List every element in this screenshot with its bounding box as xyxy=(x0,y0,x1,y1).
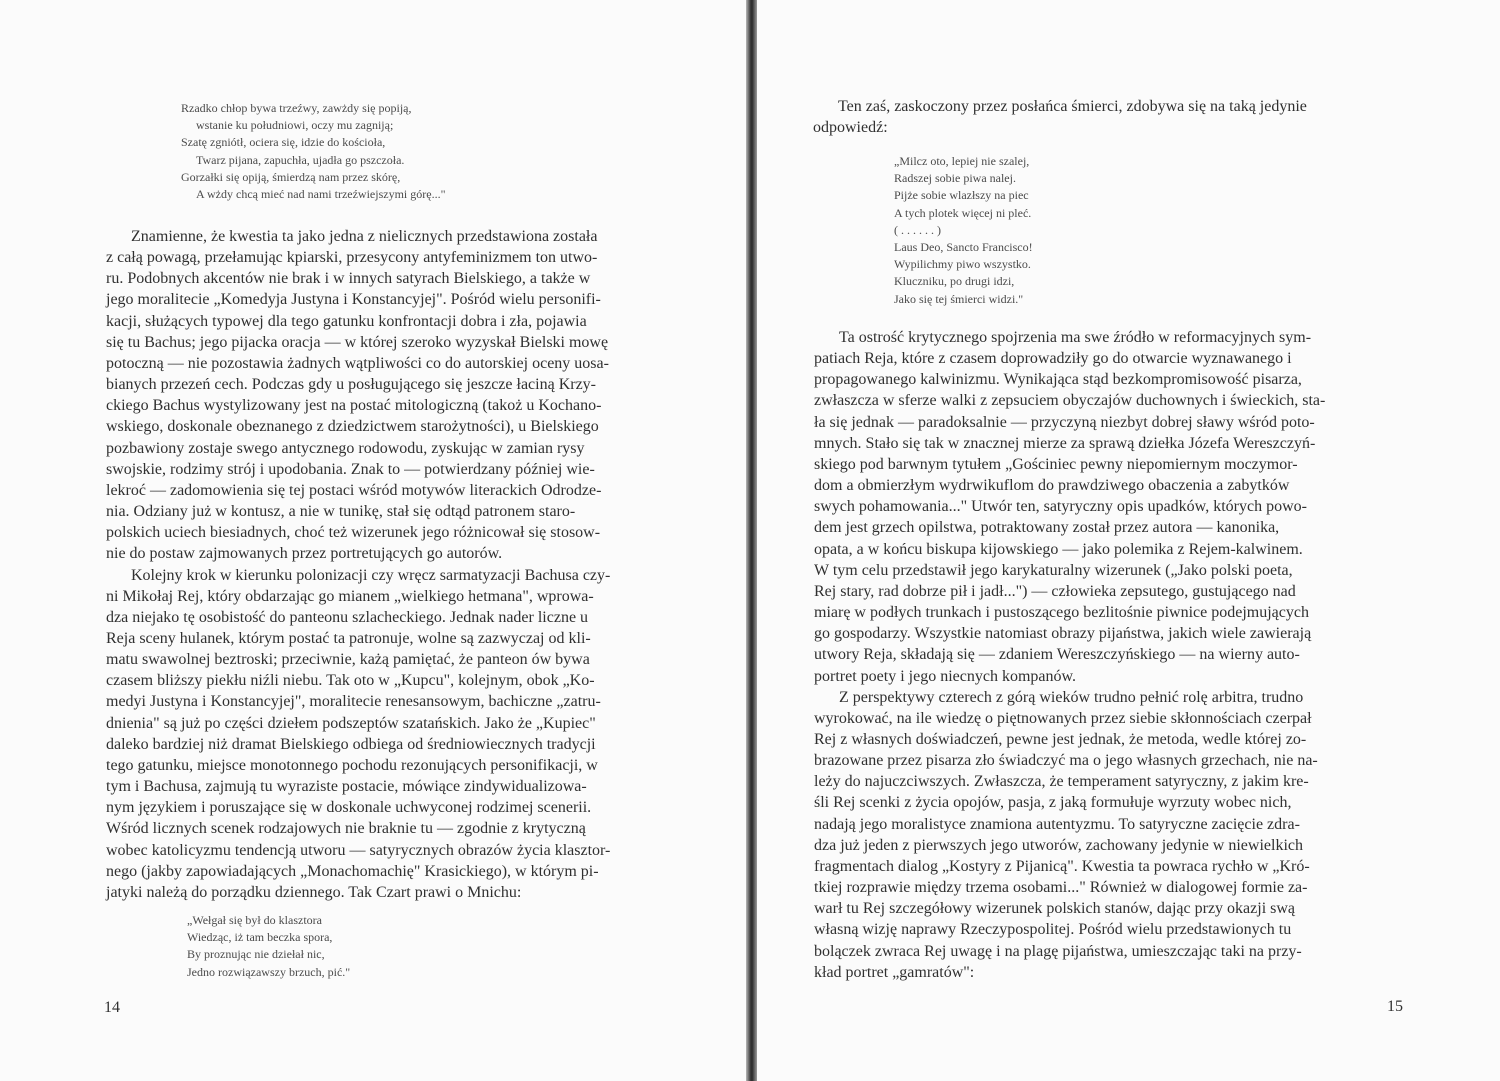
text-line: nie do postaw zajmowanych przez portretujących go autorów. xyxy=(106,545,503,563)
text-line: bianych przezeń cech. Podczas gdy u posługującego się jeszcze łaciną Krzy- xyxy=(106,376,596,394)
text-line: ru. Podobnych akcentów nie brak i w innych satyrach Bielskiego, a także w xyxy=(106,270,591,288)
verse-line: Radszej sobie piwa nalej. xyxy=(894,171,1016,186)
text-line: tkiej rozprawie między trzema osobami..." Również w dialogowej formie za- xyxy=(814,879,1308,897)
text-line: jatyki należą do porządku dziennego. Tak Czart prawi o Mnichu: xyxy=(106,883,522,901)
text-line: Ta ostrość krytycznego spojrzenia ma swe źródło w reformacyjnych sym- xyxy=(839,329,1312,346)
left-page xyxy=(0,0,746,1081)
text-line: ckiego Bachus wystylizowany jest na postać mitologiczną (takoż u Kochano- xyxy=(106,397,602,415)
text-line: pozbawiony zostaje swego antycznego rodowodu, zyskując w zamian rysy xyxy=(106,439,585,457)
text-line: Rej stary, rad dobrze pił i jadł...") — człowieka zepsutego, gustującego nad xyxy=(814,582,1296,600)
text-line: dza niejako tę osobistość do panteonu szlacheckiego. Jednak nader liczne u xyxy=(106,608,589,626)
text-line: miarę w podłych trunkach i pustoszącego bezlitośnie piwnice podejmujących xyxy=(814,604,1309,622)
page-number: 15 xyxy=(1387,998,1403,1015)
text-line: dza już jeden z pierwszych jego utworów, zachowany jedynie w niewielkich xyxy=(814,836,1303,854)
verse-bottom xyxy=(187,912,447,981)
text-line: Rej z własnych doświadczeń, pewne jest jednak, że metoda, wedle której zo- xyxy=(814,730,1307,748)
verse-line: wstanie ku południowi, oczy mu zagniją; xyxy=(196,118,394,133)
text-line: warł tu Rej szczegółowy wizerunek polskich stanów, dając przy okazji swą xyxy=(814,900,1296,918)
text-line: polskich uciech biesiadnych, choć też wizerunek jego różnicował się stosow- xyxy=(106,524,601,542)
text-line: odpowiedź: xyxy=(813,119,888,137)
text-line: wyrokować, na ile wiedzę o piętnowanych przez siebie skłonnościach czerpał xyxy=(814,709,1312,727)
text-line: dom a obmierzłym wydrwikuflom do prawdziwego obaczenia a zabytków xyxy=(814,477,1290,495)
verse-line: Jedno rozwiązawszy brzuch, pić." xyxy=(187,964,351,979)
text-line: mnych. Stało się tak w znacznej mierze za sprawą dziełka Józefa Wereszczyń- xyxy=(814,434,1316,452)
text-line: kacji, służących typowej dla tego gatunku konfrontacji dobra i zła, pojawia xyxy=(106,312,587,330)
text-line: Z perspektywy czterech z górą wieków trudno pełnić rolę arbitra, trudno xyxy=(839,688,1304,706)
text-line: tym i Bachusa, zajmują tu wyraziste postacie, mówiące zindywidualizowa- xyxy=(106,778,587,796)
text-line: bolączek zwraca Rej uwagę i na plagę pijaństwa, umieszczając taki na przy- xyxy=(814,942,1302,960)
page-number: 14 xyxy=(104,999,120,1016)
text-line: matu swawolnej beztroski; przeciwnie, każą pamiętać, że panteon ów bywa xyxy=(106,651,590,669)
text-line: Znamienne, że kwestia ta jako jedna z nielicznych przedstawiona została xyxy=(131,228,598,245)
text-line: dnienia" są już po części dziełem podszeptów szatańskich. Jako że „Kupiec" xyxy=(106,714,596,732)
text-line: jego moralitecie „Komedyja Justyna i Konstancyjej". Pośród wielu personifi- xyxy=(106,291,601,309)
text-line: czasem bliższy piekłu niźli niebu. Tak oto w „Kupcu", kolejnym, obok „Ko- xyxy=(106,672,595,690)
intro-paragraph xyxy=(813,96,1400,138)
verse-line: Twarz pijana, zapuchła, ujadła go pszczoła. xyxy=(196,152,405,167)
text-line: fragmentach dialog „Kostyry z Pijanicą". Kwestia ta powraca rychło w „Kró- xyxy=(814,857,1310,875)
text-line: go gospodarzy. Wszystkie natomiast obrazy pijaństwa, jakich wiele zawierają xyxy=(814,625,1312,643)
verse-line: A wżdy chcą mieć nad nami trzeźwiejszymi górę..." xyxy=(196,187,446,202)
text-line: leży do najuczciwszych. Zwłaszcza, że temperament satyryczny, z jakim kre- xyxy=(814,773,1309,791)
text-line: skiego pod barwnym tytułem „Gościniec pewny niepomiernym moczymor- xyxy=(814,455,1298,473)
text-line: W tym celu przedstawił jego karykaturalny wizerunek („Jako polski poeta, xyxy=(814,561,1293,579)
text-line: nia. Odziany już w kontusz, a nie w tunikę, stał się odtąd patronem staro- xyxy=(106,503,576,521)
verse-line: „Wełgał się był do klasztora xyxy=(187,913,322,927)
paragraph-1 xyxy=(106,226,690,903)
verse-line: Rzadko chłop bywa trzeźwy, zawżdy się popiją, xyxy=(181,101,412,115)
right-page xyxy=(757,0,1500,1081)
text-line: z całą powagą, przełamując kpiarski, przesycony antyfeminizmem ton utwo- xyxy=(106,249,598,267)
text-line: lekroć — zadomowienia się tej postaci wśród motywów literackich Odrodze- xyxy=(106,481,602,499)
text-line: brazowane przez pisarza zło świadczyć ma o jego własnych grzechach, nie na- xyxy=(814,752,1318,770)
verse-line: A tych plotek więcej ni pleć. xyxy=(894,205,1032,220)
text-line: dem jest grzech opilstwa, potraktowany został przez autora — kanonika, xyxy=(814,519,1280,537)
text-line: kład portret „gamratów": xyxy=(814,963,975,981)
verse-line: Szatę zgniótł, ociera się, idzie do kościoła, xyxy=(181,135,386,150)
text-line: własną wizję naprawy Rzeczypospolitej. Pośród wielu przedstawionych tu xyxy=(814,921,1292,939)
text-line: swych pohamowania..." Utwór ten, satyryczny opis upadków, których powo- xyxy=(814,498,1307,516)
text-line: Wśród licznych scenek rodzajowych nie braknie tu — zgodnie z krytyczną xyxy=(106,820,586,838)
text-line: potoczną — nie pozostawia żadnych wątpliwości co do autorskiej oceny uosa- xyxy=(106,354,609,372)
verse-block xyxy=(894,153,1154,308)
text-line: opata, a w końcu biskupa kijowskiego — jako polemika z Rejem-kalwinem. xyxy=(814,540,1303,558)
text-line: Reja sceny hulanek, którym postać ta patronuje, wolne są zazwyczaj od kli- xyxy=(106,629,591,647)
verse-line: Laus Deo, Sancto Francisco! xyxy=(894,240,1033,255)
verse-line: Wypilichmy piwo wszystko. xyxy=(894,257,1031,272)
text-line: swojskie, rodzimy strój i upodobania. Znak to — potwierdzany później wie- xyxy=(106,460,595,478)
verse-line: Kluczniku, po drugi idzi, xyxy=(894,274,1015,289)
text-line: medyi Justyna i Konstancyjej", moralitecie renesansowym, bachiczne „zatru- xyxy=(106,693,601,711)
verse-line: Pijże sobie wlazłszy na piec xyxy=(894,188,1029,203)
text-line: ni Mikołaj Rej, który obdarzając go mianem „wielkiego hetmana", wprowa- xyxy=(106,587,594,605)
text-line: śli Rej scenki z życia opojów, pasja, z jaką formułuje wyrzuty wobec nich, xyxy=(814,794,1292,812)
text-line: daleko bardziej niż dramat Bielskiego odbiega od średniowiecznych tradycji xyxy=(106,735,596,753)
paragraph-main xyxy=(814,327,1404,983)
verse-line: Wiedząc, iż tam beczka spora, xyxy=(187,930,333,945)
verse-line: Jako się tej śmierci widzi." xyxy=(894,291,1024,306)
text-line: wskiego, doskonale obeznanego z dziedzictwem starożytności), u Bielskiego xyxy=(106,418,599,436)
verse-line: Gorzałki się opiją, śmierdzą nam przez skórę, xyxy=(181,169,401,184)
text-line: portret poety i jego niecnych kompanów. xyxy=(814,667,1076,685)
text-line: tego gatunku, miejsce monotonnego pochodu rezonujących personifikacji, w xyxy=(106,756,598,774)
text-line: propagowanego kalwinizmu. Wynikająca stąd bezkompromisowość pisarza, xyxy=(814,371,1302,389)
book-spine xyxy=(746,0,757,1081)
text-line: wobec katolicyzmu tendencją utworu — satyrycznych obrazów życia klasztor- xyxy=(106,841,611,859)
text-line: patiach Reja, które z czasem doprowadziły go do otwarcie wyznawanego i xyxy=(814,350,1292,368)
text-line: ła się jednak — paradoksalnie — przyczyną niezbyt dobrej sławy wśród poto- xyxy=(814,413,1315,431)
text-line: nadają jego moralistyce znamiona autentyzmu. To satyryczne zacięcie zdra- xyxy=(814,815,1300,833)
text-line: Kolejny krok w kierunku polonizacji czy wręcz sarmatyzacji Bachusa czy- xyxy=(131,566,611,584)
text-line: nego (jakby zapowiadających „Monachomachię" Krasickiego), w którym pi- xyxy=(106,862,599,880)
text-line: się tu Bachus; jego pijacka oracja — w której szeroko wyzyskał Bielski mowę xyxy=(106,333,609,351)
verse-line: By proznując nie dziełał nic, xyxy=(187,947,325,962)
text-line: nym językiem i poruszające się w doskonale uchwyconej rodzimej scenerii. xyxy=(106,799,592,817)
verse-line: „Milcz oto, lepiej nie szalej, xyxy=(894,154,1030,168)
text-line: Ten zaś, zaskoczony przez posłańca śmierci, zdobywa się na taką jedynie xyxy=(838,98,1307,115)
verse-top xyxy=(181,100,541,203)
text-line: utwory Reja, składają się — zdaniem Wereszczyńskiego — na wierny auto- xyxy=(814,646,1300,664)
verse-line: ( . . . . . . ) xyxy=(894,222,941,237)
text-line: zwłaszcza w sferze walki z zepsuciem obyczajów duchownych i świeckich, sta- xyxy=(814,392,1326,410)
